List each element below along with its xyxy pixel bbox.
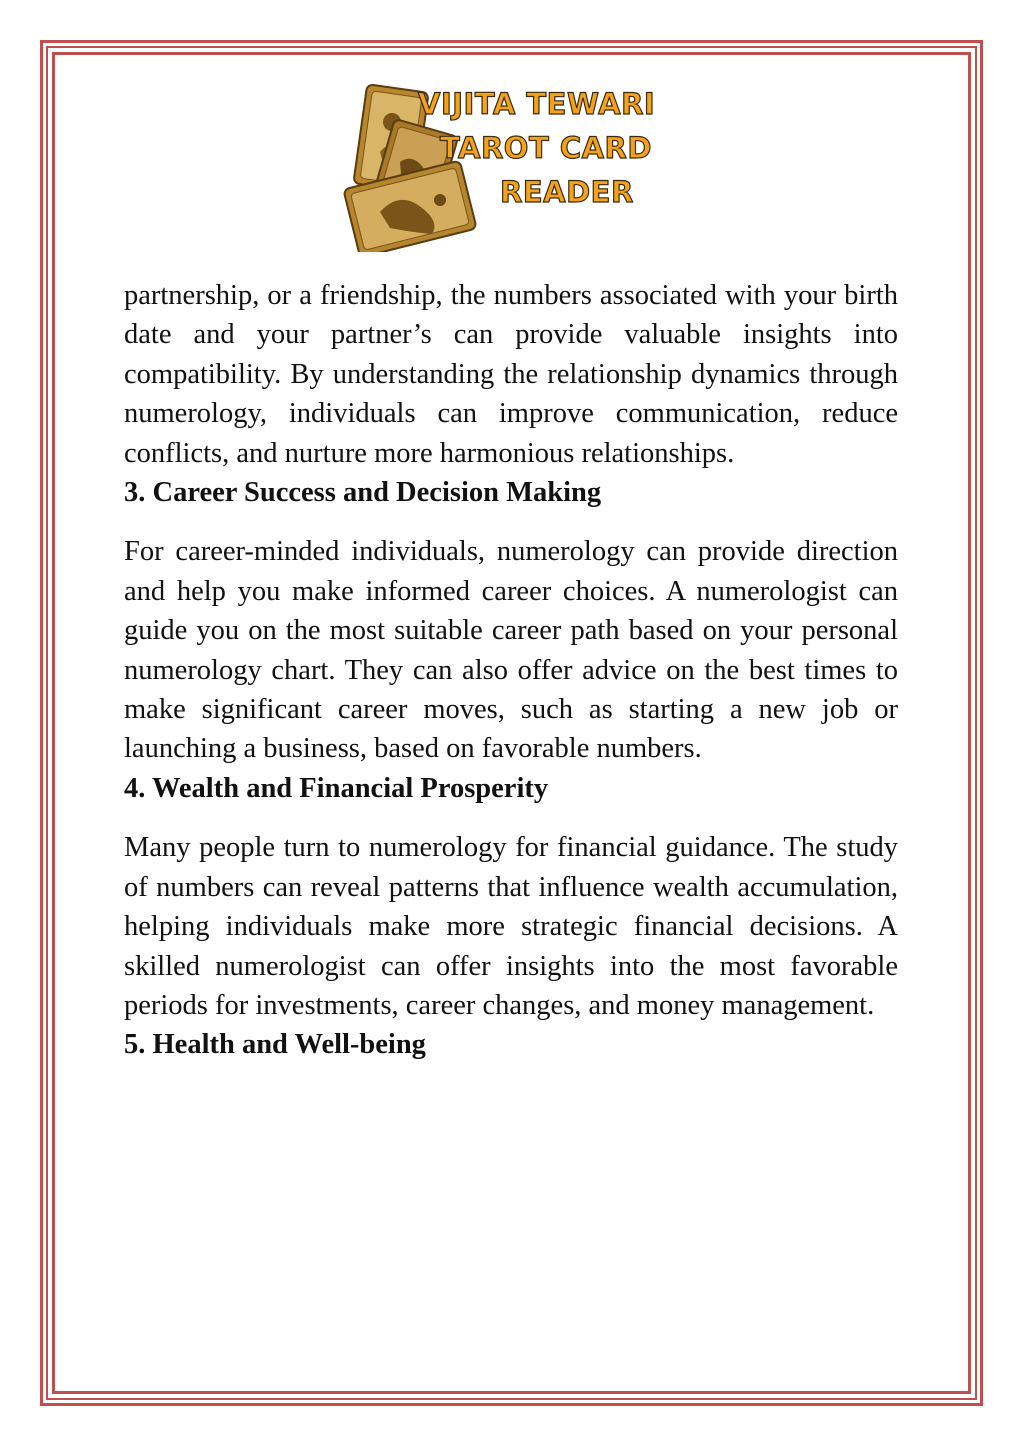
heading-career: 3. Career Success and Decision Making bbox=[124, 477, 602, 509]
logo-line-2: TAROT CARD bbox=[440, 131, 652, 165]
logo-line-1: VIJITA TEWARI bbox=[418, 87, 656, 121]
logo-line-3: READER bbox=[500, 175, 634, 209]
heading-wealth: 4. Wealth and Financial Prosperity bbox=[124, 772, 549, 804]
article-body bbox=[124, 276, 898, 1085]
paragraph-relationships: partnership, or a friendship, the numbers associated with your birth date and your partner’s can provide valuable insights into compatibility. By understanding the relationship dynamics through numerology, individuals can improve communication, reduce conflicts, and nurture more harmonious relationships. bbox=[124, 280, 898, 469]
paragraph-career: For career-minded individuals, numerology can provide direction and help you make informed career choices. A numerologist can guide you on the most suitable career path based on your personal numerology chart. They can also offer advice on the best times to make significant career moves, such as starting a new job or launching a business, based on favorable numbers. bbox=[124, 536, 898, 765]
paragraph-wealth: Many people turn to numerology for financial guidance. The study of numbers can reveal patterns that influence wealth accumulation, helping individuals make more strategic financial decisions. A skilled numerologist can offer insights into the most favorable periods for investments, career changes, and money management. bbox=[124, 832, 898, 1021]
logo bbox=[340, 82, 690, 252]
heading-health: 5. Health and Well-being bbox=[124, 1029, 426, 1061]
logo-text bbox=[418, 82, 690, 214]
